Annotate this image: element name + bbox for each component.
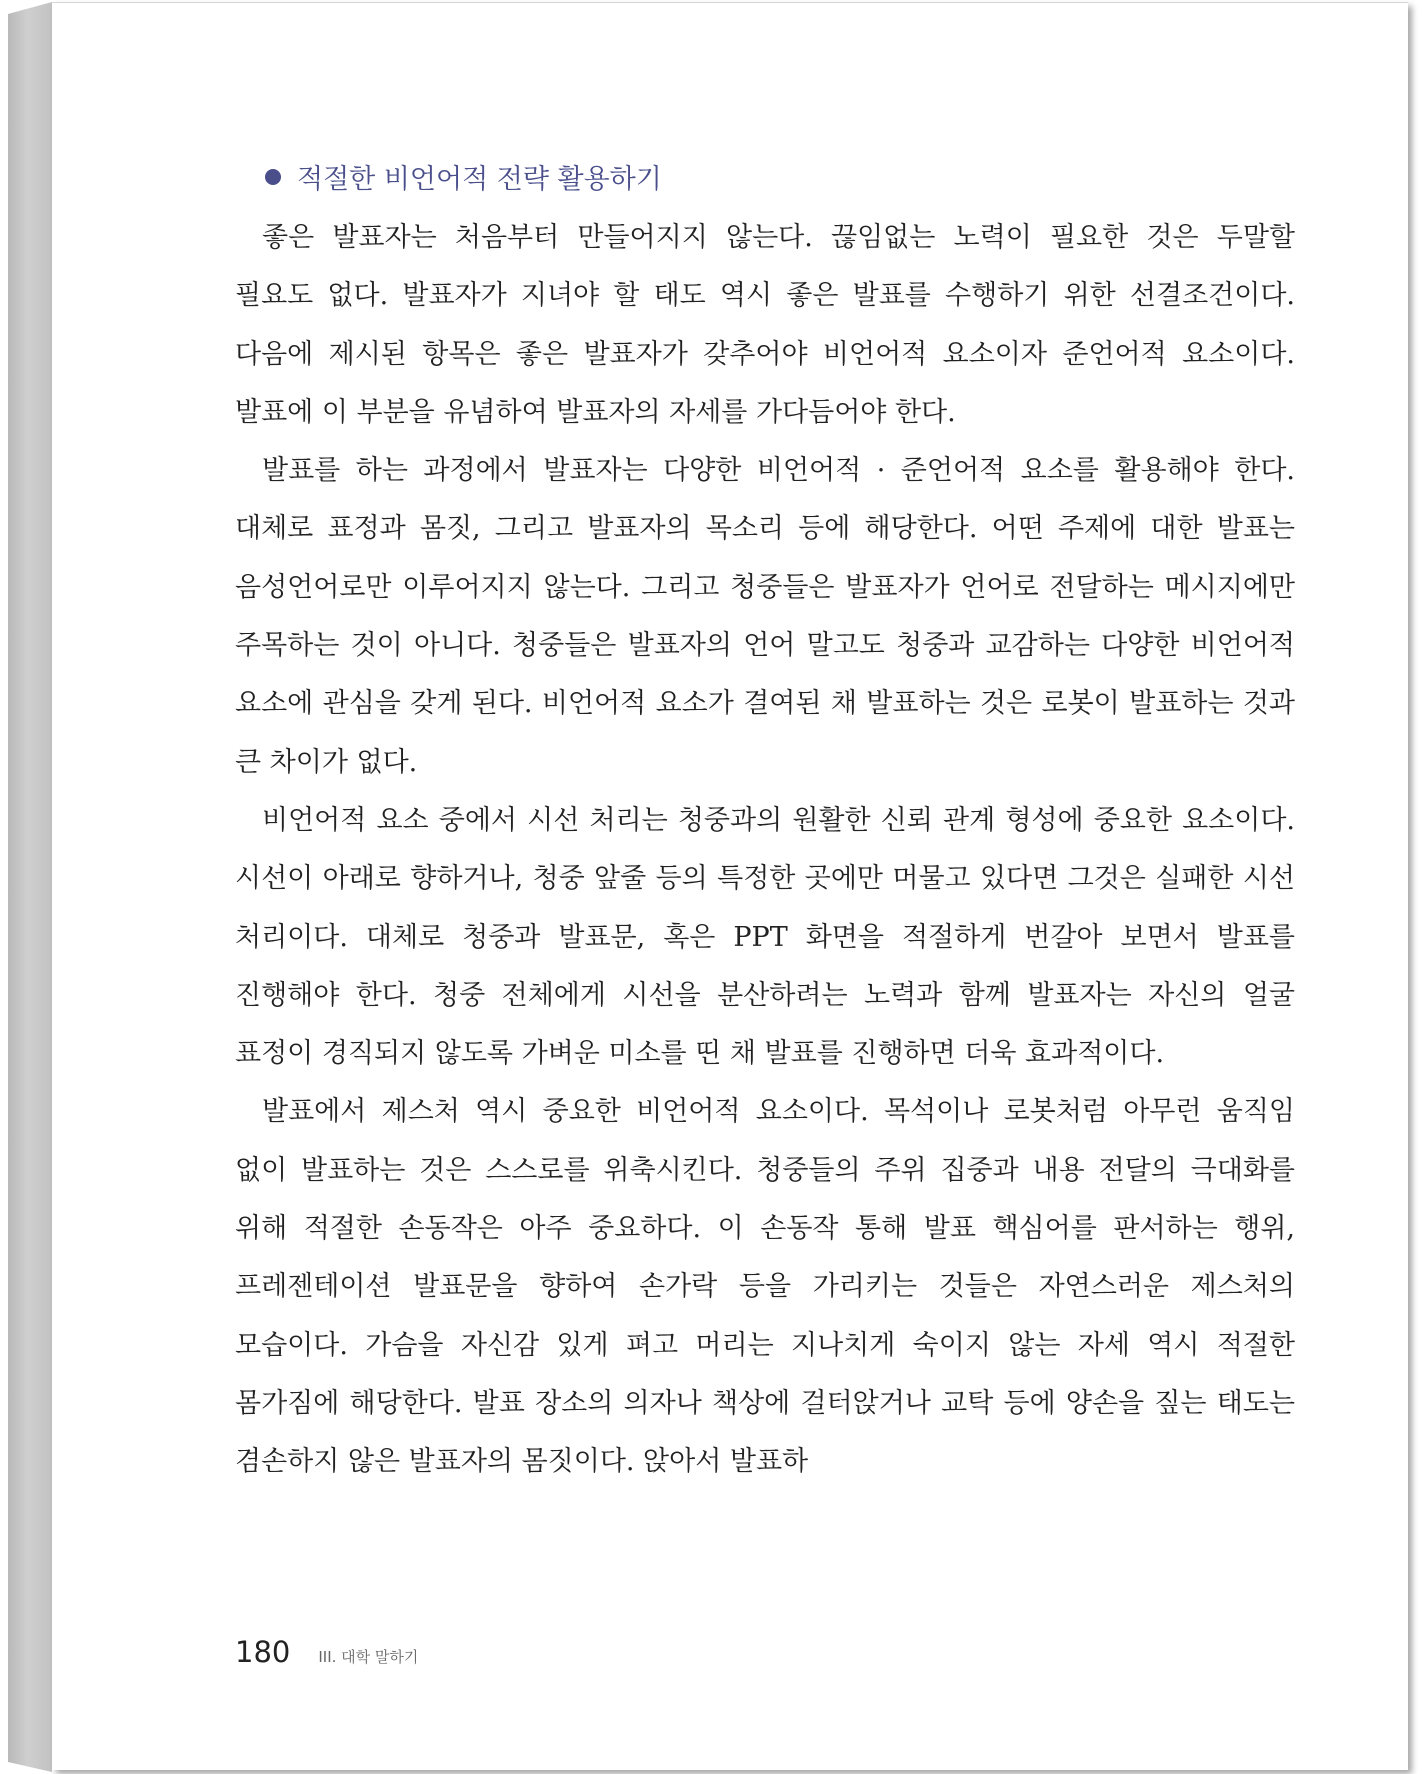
paragraph: 발표에서 제스처 역시 중요한 비언어적 요소이다. 목석이나 로봇처럼 아무런 움직임 없이 발표하는 것은 스스로를 위축시킨다. 청중들의 주위 집중과 내용 전달의 극대화를 위해 적절한 손동작은 아주 중요하다. 이 손동작 통해 발표 핵심어를 판서하는 행위, 프레젠테이션 발표문을 향하여 손가락 등을 가리키는 것들은 자연스러운 제스처의 모습이다. 가슴을 자신감 있게 펴고 머리는 지나치게 숙이지 않는 자세 역시 적절한 몸가짐에 해당한다. 발표 장소의 의자나 책상에 걸터앉거나 교탁 등에 양손을 짚는 태도는 겸손하지 않은 발표자의 몸짓이다. 앉아서 발표하 xyxy=(235,1096,1295,1478)
page-footer xyxy=(235,1635,418,1669)
bullet-icon xyxy=(265,169,281,185)
book-spine xyxy=(8,2,52,1772)
page-number: 180 xyxy=(235,1635,291,1669)
section-heading xyxy=(265,157,662,196)
paragraph: 발표를 하는 과정에서 발표자는 다양한 비언어적 · 준언어적 요소를 활용해야 한다. 대체로 표정과 몸짓, 그리고 발표자의 목소리 등에 해당한다. 어떤 주제에 대한 발표는 음성언어로만 이루어지지 않는다. 그리고 청중들은 발표자가 언어로 전달하는 메시지에만 주목하는 것이 아니다. 청중들은 발표자의 언어 말고도 청중과 교감하는 다양한 비언어적 요소에 관심을 갖게 된다. 비언어적 요소가 결여된 채 발표하는 것은 로봇이 발표하는 것과 큰 차이가 없다. xyxy=(235,455,1295,778)
body-text xyxy=(235,209,1295,1492)
paragraph: 비언어적 요소 중에서 시선 처리는 청중과의 원활한 신뢰 관계 형성에 중요한 요소이다. 시선이 아래로 향하거나, 청중 앞줄 등의 특정한 곳에만 머물고 있다면 그것은 실패한 시선 처리이다. 대체로 청중과 발표문, 혹은 PPT 화면을 적절하게 번갈아 보면서 발표를 진행해야 한다. 청중 전체에게 시선을 분산하려는 노력과 함께 발표자는 자신의 얼굴 표정이 경직되지 않도록 가벼운 미소를 띤 채 발표를 진행하면 더욱 효과적이다. xyxy=(235,804,1295,1070)
paragraph: 좋은 발표자는 처음부터 만들어지지 않는다. 끊임없는 노력이 필요한 것은 두말할 필요도 없다. 발표자가 지녀야 할 태도 역시 좋은 발표를 수행하기 위한 선결조건이다. 다음에 제시된 항목은 좋은 발표자가 갖추어야 비언어적 요소이자 준언어적 요소이다. 발표에 이 부분을 유념하여 발표자의 자세를 가다듬어야 한다. xyxy=(235,222,1295,428)
chapter-title: III. 대학 말하기 xyxy=(318,1648,419,1666)
book-page xyxy=(52,2,1408,1770)
section-heading-text: 적절한 비언어적 전략 활용하기 xyxy=(297,164,662,195)
